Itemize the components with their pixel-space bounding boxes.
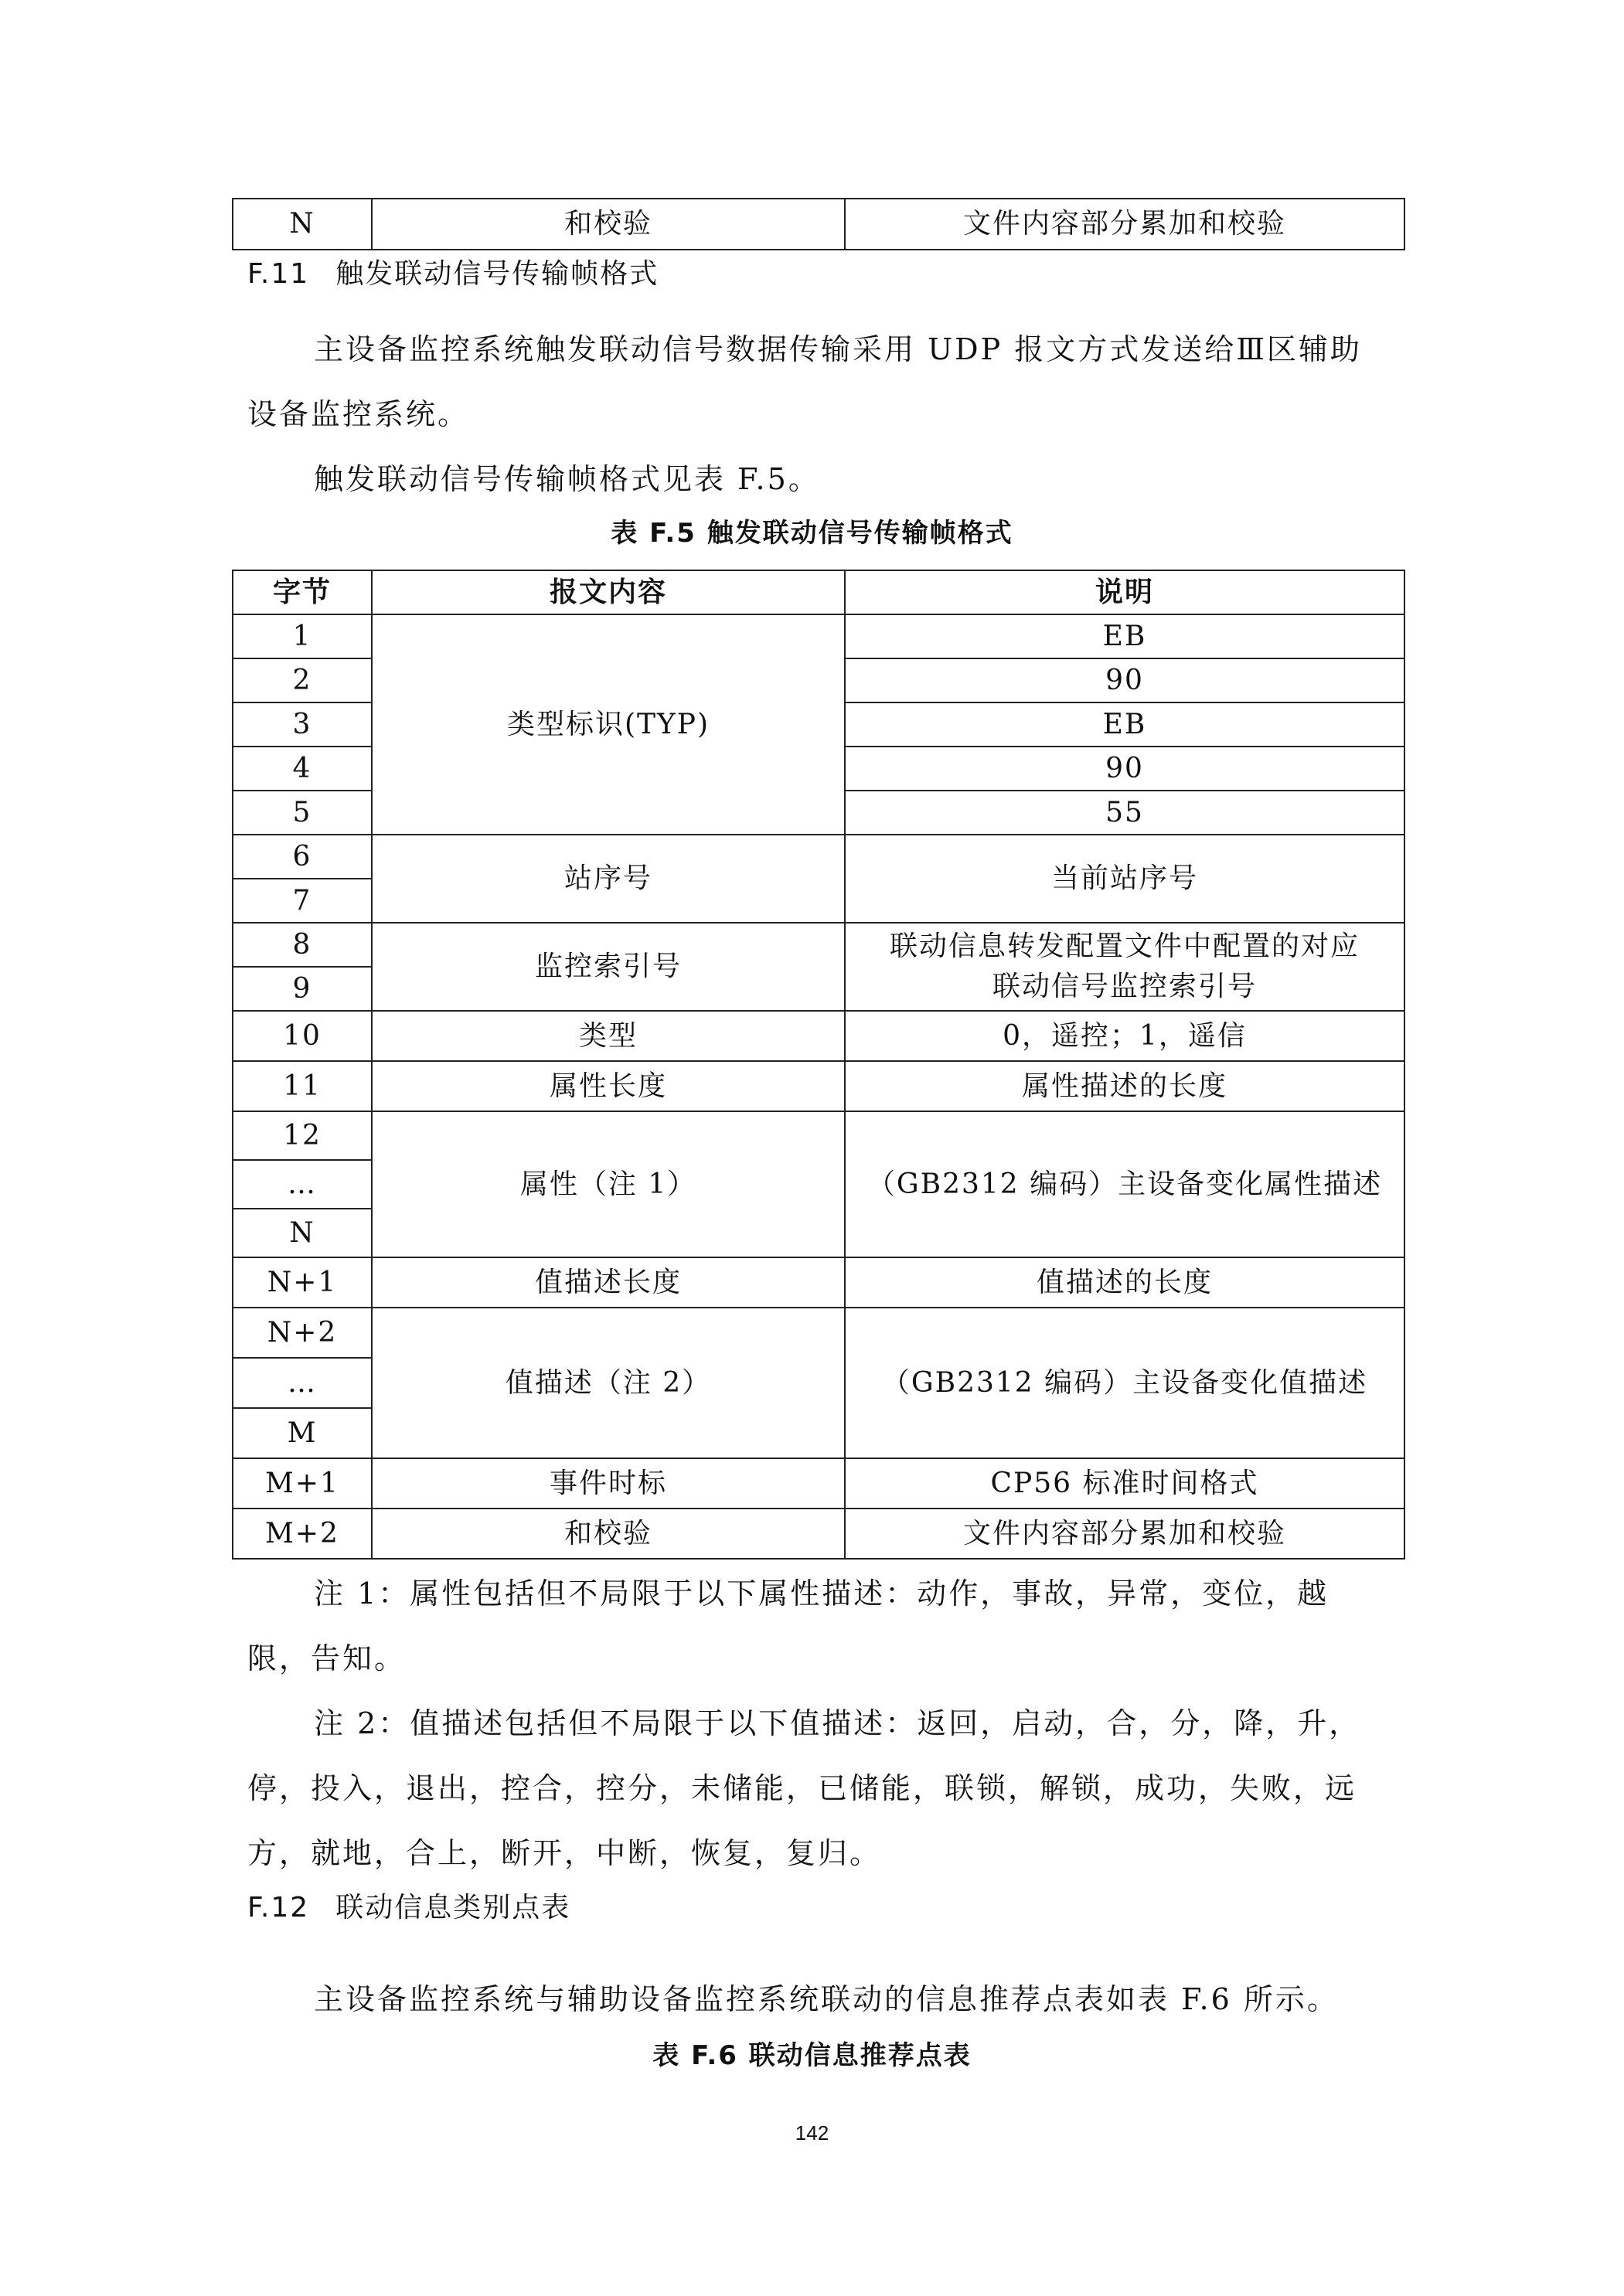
content-cell: 和校验: [372, 199, 845, 250]
content-cell: 类型: [372, 1011, 845, 1061]
desc-cell: 联动信息转发配置文件中配置的对应联动信号监控索引号: [845, 923, 1404, 1011]
table-row: [233, 835, 1404, 879]
page-number: 142: [795, 2121, 829, 2145]
byte-cell: 9: [233, 967, 372, 1011]
byte-cell: 1: [233, 614, 372, 658]
desc-cell: CP56 标准时间格式: [845, 1458, 1404, 1509]
content-cell: 属性长度: [372, 1061, 845, 1111]
content-cell: 属性（注 1）: [372, 1111, 845, 1257]
byte-cell: N: [233, 199, 372, 250]
header-byte: 字节: [233, 570, 372, 614]
table-row: [233, 1011, 1404, 1061]
note-2: [247, 1691, 1391, 1886]
paragraph-1: [247, 317, 1391, 447]
section-number: F.11: [247, 258, 310, 290]
byte-cell: 6: [233, 835, 372, 879]
section-title: 触发联动信号传输帧格式: [335, 258, 659, 290]
continued-table: [232, 198, 1405, 250]
byte-cell: 5: [233, 791, 372, 835]
byte-cell: M: [233, 1408, 372, 1458]
header-desc: 说明: [845, 570, 1404, 614]
paragraph-3-text: 主设备监控系统与辅助设备监控系统联动的信息推荐点表如表 F.6 所示。: [314, 1982, 1339, 2016]
byte-cell: 10: [233, 1011, 372, 1061]
note-1-text: 注 1：属性包括但不局限于以下属性描述：动作，事故，异常，变位，越限，告知。: [247, 1577, 1330, 1675]
desc-cell: 90: [845, 658, 1404, 702]
section-heading-f11: [247, 252, 659, 291]
byte-cell: N+1: [233, 1257, 372, 1308]
paragraph-2: [247, 447, 1391, 512]
table-row: [233, 1509, 1404, 1559]
byte-cell: 2: [233, 658, 372, 702]
desc-cell: 当前站序号: [845, 835, 1404, 923]
desc-cell: （GB2312 编码）主设备变化值描述: [845, 1308, 1404, 1458]
byte-cell: 7: [233, 879, 372, 923]
typ-cell: 类型标识(TYP): [372, 614, 845, 835]
section-title: 联动信息类别点表: [335, 1892, 571, 1924]
paragraph-3: [247, 1967, 1391, 2032]
byte-cell: 12: [233, 1111, 372, 1160]
desc-cell: 文件内容部分累加和校验: [845, 1509, 1404, 1559]
desc-cell: 55: [845, 791, 1404, 835]
header-content: 报文内容: [372, 570, 845, 614]
desc-cell: 属性描述的长度: [845, 1061, 1404, 1111]
byte-cell: 3: [233, 702, 372, 747]
content-cell: 事件时标: [372, 1458, 845, 1509]
content-cell: 监控索引号: [372, 923, 845, 1011]
desc-cell: 值描述的长度: [845, 1257, 1404, 1308]
table-row: [233, 614, 1404, 658]
byte-cell: M+1: [233, 1458, 372, 1509]
desc-cell: EB: [845, 702, 1404, 747]
content-cell: 值描述长度: [372, 1257, 845, 1308]
desc-cell: 90: [845, 747, 1404, 791]
byte-cell: N+2: [233, 1308, 372, 1358]
byte-cell: 11: [233, 1061, 372, 1111]
content-cell: 值描述（注 2）: [372, 1308, 845, 1458]
section-number: F.12: [247, 1892, 310, 1924]
table-row: [233, 199, 1404, 250]
table-row: [233, 1308, 1404, 1358]
table-row: [233, 923, 1404, 967]
desc-cell: 0，遥控；1，遥信: [845, 1011, 1404, 1061]
note-1: [247, 1561, 1391, 1691]
paragraph-1-text: 主设备监控系统触发联动信号数据传输采用 UDP 报文方式发送给Ⅲ区辅助设备监控系统。: [247, 332, 1362, 431]
table-row: [233, 1061, 1404, 1111]
paragraph-2-text: 触发联动信号传输帧格式见表 F.5。: [314, 462, 820, 496]
desc-cell: （GB2312 编码）主设备变化属性描述: [845, 1111, 1404, 1257]
desc-cell: EB: [845, 614, 1404, 658]
byte-cell: …: [233, 1160, 372, 1209]
table-row: [233, 1111, 1404, 1160]
table-row: [233, 1257, 1404, 1308]
byte-cell: …: [233, 1358, 372, 1408]
byte-cell: 4: [233, 747, 372, 791]
table-row: [233, 1458, 1404, 1509]
table-f5: [232, 570, 1405, 1560]
desc-cell: 文件内容部分累加和校验: [845, 199, 1404, 250]
note-2-text: 注 2：值描述包括但不局限于以下值描述：返回，启动，合，分，降，升，停，投入，退出，控合，控分，未储能，已储能，联锁，解锁，成功，失败，远方，就地，合上，断开，中断，恢复，复归。: [247, 1706, 1361, 1870]
section-heading-f12: [247, 1886, 570, 1925]
byte-cell: 8: [233, 923, 372, 967]
content-cell: 站序号: [372, 835, 845, 923]
table-caption-f6: 表 F.6 联动信息推荐点表: [652, 2040, 972, 2071]
byte-cell: N: [233, 1209, 372, 1257]
byte-cell: M+2: [233, 1509, 372, 1559]
table-caption-f5: 表 F.5 触发联动信号传输帧格式: [611, 518, 1013, 549]
content-cell: 和校验: [372, 1509, 845, 1559]
table-header-row: [233, 570, 1404, 614]
